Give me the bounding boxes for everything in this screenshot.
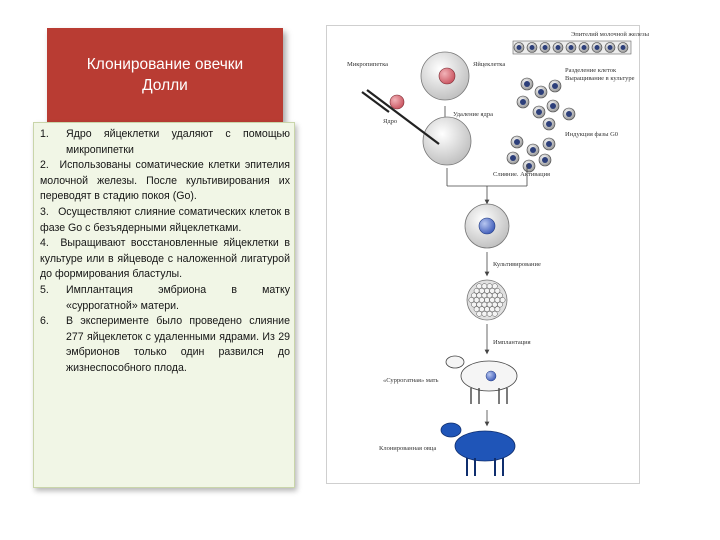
blastula-cell [497, 293, 502, 298]
epithelial-cell-nucleus [595, 45, 600, 50]
g0-cell-nucleus [546, 141, 552, 147]
blastula-cell [495, 288, 500, 293]
blastula-cell [490, 288, 495, 293]
step-text: Использованы соматические клетки эпителия молочной железы. После культивирования их переводят в стадию покоя (Go). [40, 159, 290, 203]
g0-cell-nucleus [530, 147, 536, 153]
epithelial-cell-nucleus [608, 45, 613, 50]
blastula-cell [487, 302, 492, 307]
blastula-cell [479, 307, 484, 312]
label-epithelium: Эпителий молочной железы [571, 31, 649, 38]
blastula-cell [487, 293, 492, 298]
step-item-2 [40, 158, 290, 205]
slide-title-box [47, 28, 283, 122]
blastula-cell [490, 297, 495, 302]
blastula-cell [477, 293, 482, 298]
step-text: Выращивают восстановленные яйцеклетки в культуре или в яйцеводе с наложенной лигатурой до формирования бластулы. [40, 237, 290, 281]
cultured-cell-nucleus [566, 111, 572, 117]
step-item-4 [40, 236, 290, 283]
epithelial-cell-nucleus [530, 45, 535, 50]
step-number: 5. [40, 283, 49, 296]
egg-nucleus [439, 68, 455, 84]
step-item-3 [40, 205, 290, 236]
blastula-cell [495, 307, 500, 312]
blastula-cell [477, 311, 482, 316]
step-number: 1. [40, 128, 49, 140]
blastula-cell [482, 311, 487, 316]
label-egg: Яйцеклетка [473, 61, 506, 68]
step-text: Ядро яйцеклетки удаляют с помощью микропипетки [66, 128, 290, 156]
label-implantation: Имплантация [493, 339, 531, 346]
blastula-cell [482, 302, 487, 307]
fused-nucleus [479, 218, 495, 234]
blastula-cell [495, 297, 500, 302]
blastula-cell [474, 297, 479, 302]
blastula-cell [487, 284, 492, 289]
epithelial-cell-nucleus [543, 45, 548, 50]
blastula-cell [492, 284, 497, 289]
cloning-diagram-svg [327, 26, 649, 483]
blastula-cell [500, 297, 505, 302]
blastula-cell [479, 297, 484, 302]
blastula-cell [474, 288, 479, 293]
blastula-cell [482, 293, 487, 298]
steps-text-box [33, 122, 295, 488]
step-number: 4. [40, 237, 49, 250]
g0-cell-nucleus [510, 155, 516, 161]
step-text: В эксперименте было проведено слияние 277 яйцеклеток с удаленными ядрами. Из 29 эмбрионов только один развился до жизнеспособного плода. [66, 315, 290, 374]
step-item-6 [40, 314, 290, 376]
step-text: Имплантация эмбриона в матку «суррогатной» матери. [66, 283, 290, 312]
blastula-cell [482, 284, 487, 289]
label-g0-induction: Индукция фазы G0 [565, 131, 619, 138]
cultured-cell-nucleus [538, 89, 544, 95]
label-culture: Выращивание в культуре [565, 75, 635, 82]
blastula-cell [487, 311, 492, 316]
blastula-cell [484, 288, 489, 293]
removed-nucleus [390, 95, 404, 109]
epithelial-cell-nucleus [621, 45, 626, 50]
epithelium-cells [513, 41, 631, 54]
epithelial-cell-nucleus [517, 45, 522, 50]
blastula-cell [477, 284, 482, 289]
blastula-cell [474, 307, 479, 312]
blastula-cell [469, 297, 474, 302]
label-cloned-sheep: Клонированная овца [379, 445, 437, 452]
step-number: 6. [40, 315, 49, 328]
epithelial-cell-nucleus [556, 45, 561, 50]
blastula-cell [492, 293, 497, 298]
g0-cell-nucleus [514, 139, 520, 145]
surrogate-sheep [446, 356, 517, 404]
g0-cells [507, 136, 555, 172]
blastula-cell [484, 297, 489, 302]
blastula-cell [479, 288, 484, 293]
step-number: 3. [40, 205, 49, 218]
cultured-cell-nucleus [546, 121, 552, 127]
label-surrogate: «Суррогатная» мать [383, 377, 439, 384]
blastula-cell [471, 293, 476, 298]
step-number: 2. [40, 159, 49, 172]
step-text: Осуществляют слияние соматических клеток в фазе Go с безъядерными яйцеклетками. [40, 205, 290, 234]
cloning-diagram [326, 25, 649, 484]
enucleated-egg [423, 117, 471, 165]
label-fusion: Слияние. Активация [493, 171, 551, 178]
label-micropipette: Микропипетка [347, 61, 389, 68]
blastula-cell [471, 302, 476, 307]
epithelial-cell-nucleus [582, 45, 587, 50]
blastula-cell [497, 302, 502, 307]
label-cell-separation: Разделение клеток [565, 67, 617, 74]
cultured-cell-nucleus [520, 99, 526, 105]
cultured-cell-nucleus [536, 109, 542, 115]
step-item-5 [40, 283, 290, 314]
label-cultivation: Культивирование [493, 261, 541, 268]
g0-cell-nucleus [542, 157, 548, 163]
blastula-cell [492, 311, 497, 316]
epithelial-cell-nucleus [569, 45, 574, 50]
label-nucleus: Ядро [383, 118, 398, 125]
slide-title: Клонирование овечки Долли [86, 56, 244, 94]
cultured-cell-nucleus [550, 103, 556, 109]
cloned-sheep [441, 423, 515, 476]
cultured-cell-nucleus [524, 81, 530, 87]
blastula-cell [484, 307, 489, 312]
step-item-1 [40, 127, 290, 158]
cultured-cell-nucleus [552, 83, 558, 89]
blastula-cell [492, 302, 497, 307]
cultured-cells [517, 78, 575, 130]
blastula-cell [477, 302, 482, 307]
label-nucleus-removal: Удаление ядра [453, 111, 493, 118]
blastula-cell [490, 307, 495, 312]
